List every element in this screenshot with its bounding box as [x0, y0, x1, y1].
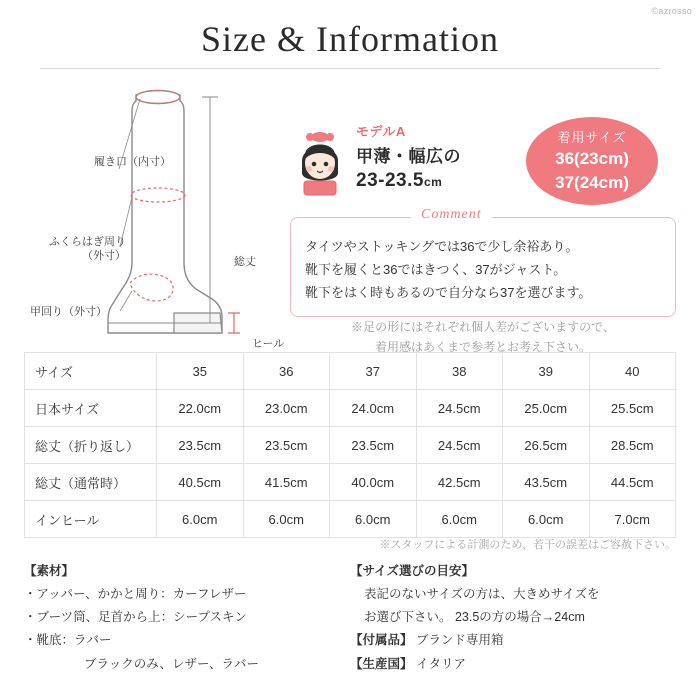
size-table — [24, 352, 676, 538]
material-line-1: ・アッパー、かかと周り：カーフレザー — [24, 587, 247, 602]
top-section — [0, 69, 700, 355]
label-total-length: 総丈 — [234, 256, 256, 268]
table-header-row — [25, 353, 676, 390]
model-info — [290, 121, 690, 211]
cell-2-5: 44.5cm — [589, 464, 676, 501]
worn-size-badge — [526, 117, 658, 205]
size-table-wrap — [24, 352, 676, 538]
cell-3-0: 6.0cm — [157, 501, 244, 538]
row-label-3: インヒール — [25, 501, 157, 538]
worn-size-line1: 36(23cm) — [555, 149, 629, 168]
model-spec: 甲薄・幅広の — [356, 147, 461, 166]
comment-line-1: タイツやストッキングでは36で少し余裕あり。 — [305, 239, 579, 254]
label-calf-line1: ふくらはぎ周り — [49, 236, 126, 248]
material-line-3: ・靴底：ラバー — [24, 633, 112, 648]
fit-note-line2: 着用感はあくまで参考とお考え下さい。 — [374, 340, 591, 355]
material-column — [24, 560, 350, 676]
table-row — [25, 501, 676, 538]
table-row — [25, 464, 676, 501]
fit-note-line1: ※足の形にはそれぞれ個人差がございますので、 — [351, 320, 615, 334]
cell-2-0: 40.5cm — [157, 464, 244, 501]
model-size-value: 23-23.5 — [356, 170, 424, 191]
comment-line-2: 靴下を履くと36ではきつく、37がジャスト。 — [305, 261, 567, 277]
boot-diagram — [24, 77, 294, 350]
origin-value: イタリア — [416, 656, 467, 671]
origin-head: 【生産国】 — [350, 656, 413, 671]
row-label-2: 総丈（通常時） — [25, 464, 157, 501]
material-line-2: ・ブーツ筒、足首から上：シープスキン — [24, 610, 247, 625]
comment-line-3: 靴下をはく時もあるので自分なら37を選びます。 — [305, 284, 592, 300]
bottom-info — [24, 560, 676, 676]
cell-0-1: 23.0cm — [243, 390, 330, 427]
label-instep: 甲回り（外寸） — [30, 306, 107, 318]
label-calf-line2: （外寸） — [82, 250, 126, 263]
guide-head: 【サイズ選びの目安】 — [350, 564, 475, 578]
boot-illustration-svg — [24, 77, 294, 337]
material-head: 【素材】 — [24, 564, 75, 578]
origin-row — [350, 653, 676, 676]
table-note: ※スタッフによる計測のため、若干の誤差はご容赦下さい。 — [379, 539, 676, 551]
cell-3-2: 6.0cm — [330, 501, 417, 538]
cell-1-1: 23.5cm — [243, 427, 330, 464]
model-size-unit: cm — [423, 175, 443, 189]
cell-3-4: 6.0cm — [503, 501, 590, 538]
table-row — [25, 390, 676, 427]
model-label: モデルA — [356, 124, 406, 139]
cell-1-5: 28.5cm — [589, 427, 676, 464]
label-opening: 履き口（内寸） — [94, 156, 171, 168]
accessory-head: 【付属品】 — [350, 633, 413, 648]
cell-2-4: 43.5cm — [503, 464, 590, 501]
worn-size-line2: 37(24cm) — [555, 172, 629, 192]
table-col-1: 35 — [157, 353, 244, 390]
row-label-1: 総丈（折り返し） — [25, 427, 157, 464]
page-title: Size & Information — [201, 19, 499, 59]
row-label-0: 日本サイズ — [25, 390, 157, 427]
accessory-value: ブランド専用箱 — [416, 633, 504, 648]
guide-column — [350, 560, 676, 676]
label-calf — [30, 235, 126, 264]
cell-0-4: 25.0cm — [503, 390, 590, 427]
table-col-5: 39 — [503, 353, 590, 390]
cell-1-4: 26.5cm — [503, 427, 590, 464]
watermark: ©azrosso — [651, 6, 692, 16]
table-col-0: サイズ — [25, 353, 157, 390]
guide-line-2: お選び下さい。 23.5の方の場合→24cm — [364, 610, 585, 625]
table-col-3: 37 — [330, 353, 417, 390]
cell-2-1: 41.5cm — [243, 464, 330, 501]
cell-0-5: 25.5cm — [589, 390, 676, 427]
cell-2-3: 42.5cm — [416, 464, 503, 501]
table-col-2: 36 — [243, 353, 330, 390]
cell-0-0: 22.0cm — [157, 390, 244, 427]
comment-box — [290, 207, 676, 317]
label-heel: ヒール — [252, 338, 285, 350]
cell-3-3: 6.0cm — [416, 501, 503, 538]
table-col-6: 40 — [589, 353, 676, 390]
cell-0-2: 24.0cm — [330, 390, 417, 427]
cell-1-2: 23.5cm — [330, 427, 417, 464]
cell-3-1: 6.0cm — [243, 501, 330, 538]
guide-line-1: 表記のないサイズの方は、大きめサイズを — [364, 587, 600, 602]
cell-0-3: 24.5cm — [416, 390, 503, 427]
cell-1-0: 23.5cm — [157, 427, 244, 464]
worn-size-label: 着用サイズ — [557, 130, 627, 145]
table-col-4: 38 — [416, 353, 503, 390]
avatar-icon — [290, 127, 350, 197]
material-line-4: ブラックのみ、レザー、ラバー — [84, 656, 260, 671]
comment-title: Comment — [411, 207, 492, 223]
accessory-row — [350, 629, 676, 652]
table-row — [25, 427, 676, 464]
cell-3-5: 7.0cm — [589, 501, 676, 538]
cell-2-2: 40.0cm — [330, 464, 417, 501]
cell-1-3: 24.5cm — [416, 427, 503, 464]
